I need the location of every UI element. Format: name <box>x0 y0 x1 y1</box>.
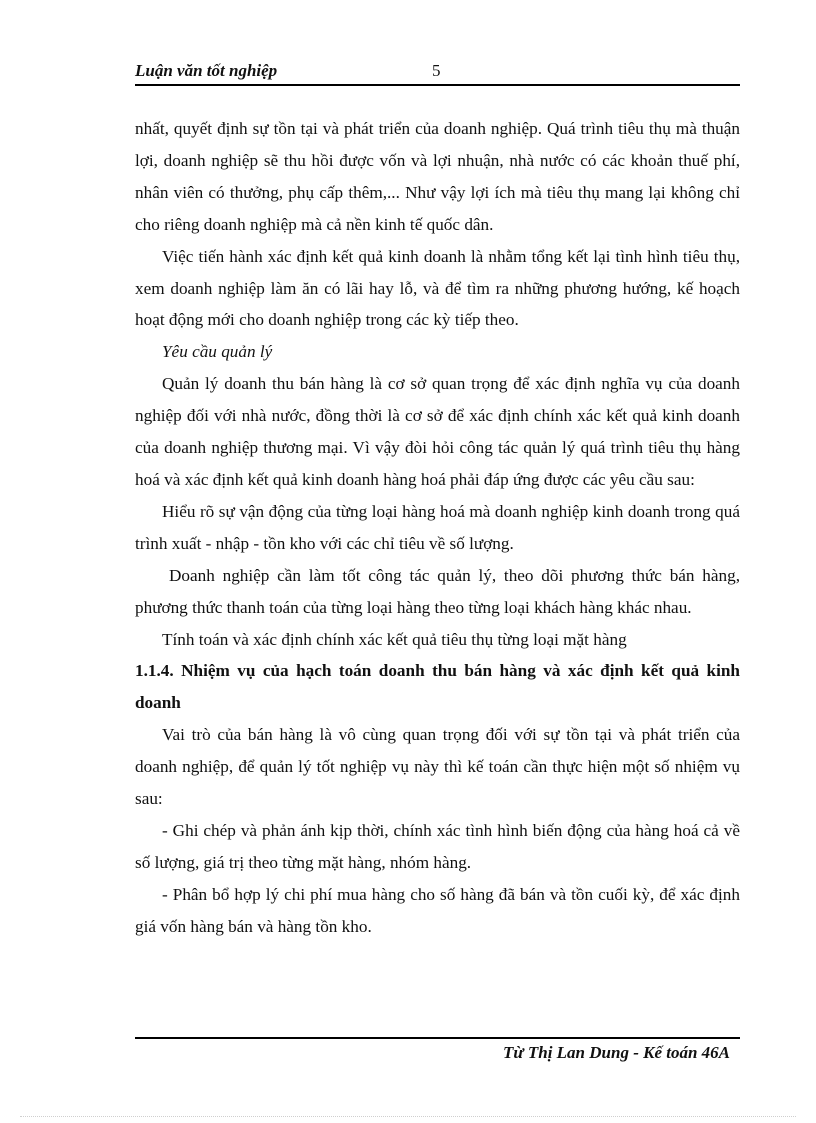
page-bottom-border <box>20 1116 796 1117</box>
page-header <box>135 58 740 84</box>
paragraph: Doanh nghiệp cần làm tốt công tác quản lý, theo dõi phương thức bán hàng, phương thức thanh toán của từng loại hàng theo từng loại khách hàng khác nhau. <box>135 565 740 617</box>
paragraph: Quản lý doanh thu bán hàng là cơ sở quan trọng để xác định nghĩa vụ của doanh nghiệp đối với nhà nước, đồng thời là cơ sở để xác định chính xác kết quả kinh doanh của doanh nghiệp thương mại. Vì vậy đòi hỏi công tác quản lý quá trình tiêu thụ hàng hoá và xác định kết quả kinh doanh hàng hoá phải đáp ứng được các yêu cầu sau: <box>135 374 740 489</box>
paragraph: nhất, quyết định sự tồn tại và phát triển của doanh nghiệp. Quá trình tiêu thụ mà thuận lợi, doanh nghiệp sẽ thu hồi được vốn và lợi nhuận, nhà nước có các khoản thuế phí, nhân viên có thưởng, phụ cấp thêm,... Như vậy lợi ích mà tiêu thụ mang lại không chỉ cho riêng doanh nghiệp mà cả nền kinh tế quốc dân. <box>135 119 740 234</box>
footer-rule <box>135 1037 740 1039</box>
body-text <box>135 113 740 943</box>
paragraph: Vai trò của bán hàng là vô cùng quan trọng đối với sự tồn tại và phát triển của doanh nghiệp, để quản lý tốt nghiệp vụ này thì kế toán cần thực hiện một số nhiệm vụ sau: <box>135 725 740 809</box>
list-item: - Phân bổ hợp lý chi phí mua hàng cho số hàng đã bán và tồn cuối kỳ, để xác định giá vốn hàng bán và hàng tồn kho. <box>135 884 740 936</box>
list-item: - Ghi chép và phản ánh kịp thời, chính xác tình hình biến động của hàng hoá cả về số lượng, giá trị theo từng mặt hàng, nhóm hàng. <box>135 820 740 872</box>
section-heading: 1.1.4. Nhiệm vụ của hạch toán doanh thu bán hàng và xác định kết quả kinh doanh <box>135 661 740 713</box>
footer-author: Từ Thị Lan Dung - Kế toán 46A <box>503 1043 730 1062</box>
header-title: Luận văn tốt nghiệp <box>135 61 278 80</box>
paragraph: Việc tiến hành xác định kết quả kinh doanh là nhằm tổng kết lại tình hình tiêu thụ, xem doanh nghiệp làm ăn có lãi hay lỗ, và để tìm ra những phương hướng, kế hoạch hoạt động mới cho doanh nghiệp trong các kỳ tiếp theo. <box>135 246 740 330</box>
page-number: 5 <box>432 61 441 80</box>
paragraph: Tính toán và xác định chính xác kết quả tiêu thụ từng loại mặt hàng <box>162 629 627 649</box>
header-rule <box>135 84 740 86</box>
subheading-management-requirements: Yêu cầu quản lý <box>162 342 273 362</box>
paragraph: Hiểu rõ sự vận động của từng loại hàng hoá mà doanh nghiệp kinh doanh trong quá trình xuất - nhập - tồn kho với các chỉ tiêu về số lượng. <box>135 501 740 553</box>
